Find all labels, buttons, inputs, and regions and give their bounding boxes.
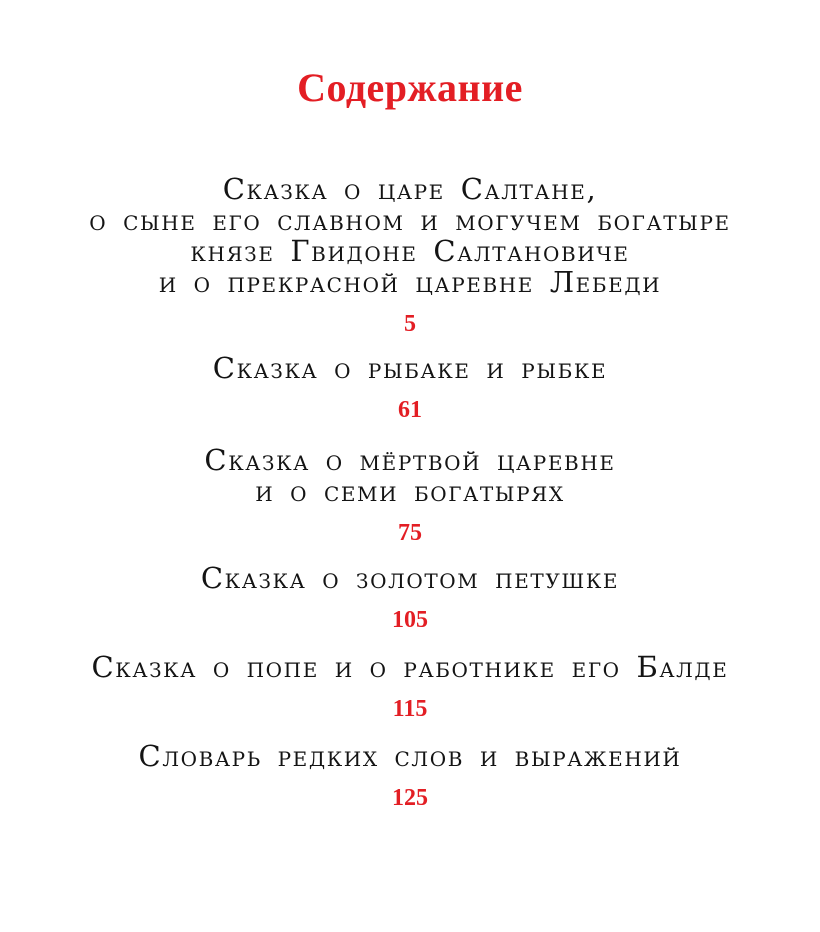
toc-entry-golden-cockerel[interactable] xyxy=(0,563,820,632)
toc-entry-fisherman[interactable] xyxy=(0,353,820,422)
toc-entry-title-line: и о прекрасной царевне Лебеди xyxy=(158,265,662,299)
toc-entry-priest-balda[interactable] xyxy=(0,652,820,721)
toc-entry-title-line: о сыне его славном и могучем богатыре xyxy=(89,203,731,237)
toc-entry-glossary[interactable] xyxy=(0,741,820,810)
toc-entry-title-line: князе Гвидоне Салтановиче xyxy=(190,234,630,268)
toc-entry-title-line: и о семи богатырях xyxy=(255,474,565,508)
toc-entry-tsar-saltan[interactable] xyxy=(0,174,820,336)
toc-page-number: 115 xyxy=(392,696,428,722)
page-title: Содержание xyxy=(297,65,523,110)
toc-page-number: 125 xyxy=(392,785,428,811)
toc-entry-title-line: Сказка о рыбаке и рыбке xyxy=(212,351,608,385)
toc-page-number: 5 xyxy=(404,311,416,337)
toc-page-number: 105 xyxy=(392,607,428,633)
toc-entry-title-line: Сказка о мёртвой царевне xyxy=(204,443,616,477)
toc-entry-title-line: Словарь редких слов и выражений xyxy=(138,739,682,773)
toc-entry-title-line: Сказка о царе Салтане, xyxy=(222,172,598,206)
toc-entry-title-line: Сказка о золотом петушке xyxy=(200,561,620,595)
toc-page-number: 75 xyxy=(398,520,422,546)
toc-entry-dead-princess[interactable] xyxy=(0,445,820,545)
toc-page-number: 61 xyxy=(398,397,422,423)
toc-entry-title-line: Сказка о попе и о работнике его Балде xyxy=(91,650,729,684)
